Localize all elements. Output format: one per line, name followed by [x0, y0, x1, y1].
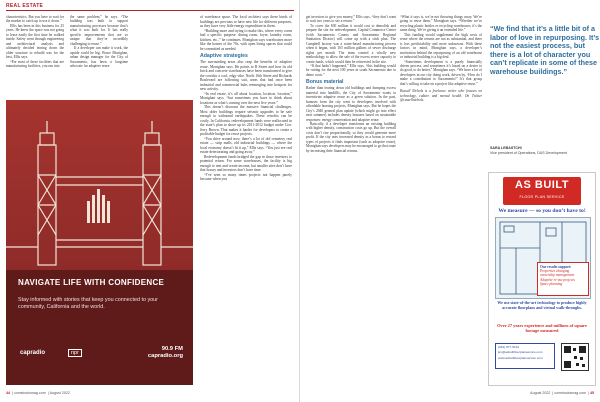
- services-heading: Our results support:: [540, 264, 572, 269]
- paragraph: Basically, if a developer transforms an existing building with higher density, construction costs go up. But the overall costs don’t rise proportionally, so they would generate more profit. If the city uses increased density as a bonus to reward types of projects it finds important (such as adaptive reuse), Monighan says developers may be encouraged to go that route by increasing their financial returns.: [306, 121, 396, 153]
- right-page: [300, 0, 600, 402]
- asbuilt-services-box: [537, 262, 589, 296]
- left-footer: 44 | comstocksmag.com | August 2022: [6, 391, 70, 395]
- asbuilt-email[interactable]: jim@asbuiltfloorplanservice.com: [498, 350, 543, 355]
- paragraph: characteristics. But you have to wait for the market to catch up to use it down.”: [6, 15, 64, 24]
- asbuilt-contact-box: [495, 343, 555, 369]
- quote-attribution-name: SARA LEBASTCHI: [490, 146, 522, 150]
- asbuilt-experience-text: Over 27 years experience and millions of square footage measured: [497, 323, 587, 334]
- asbuilt-website[interactable]: www.asbuiltfloorplanservice.com: [498, 355, 543, 360]
- paragraph: The surrounding areas also reap the benefits of adaptive reuse, Monighan says. He points to R Street and how its old brick and concrete warehouses have been transformed to give the corridor a cool, edgy vibe. North 16th Street and Richards Boulevard are following suit, areas that had once been industrial and commercial hubs reemerging into hotspots for new activity.: [200, 60, 292, 91]
- footer-site: comstocksmag.com: [554, 391, 587, 395]
- asbuilt-tagline: We measure — so you don’t have to!: [498, 208, 586, 214]
- paragraph: “What it says is, we’re not throwing things away. We’re going to reuse them,” Monighan says. “Whether we’re recycling plastic bottles or recycling warehouses, it’s the same thing. We’re giving it an extended life.”: [400, 15, 482, 33]
- footer-site: comstocksmag.com: [13, 391, 46, 395]
- service-item: Space planning: [540, 282, 563, 287]
- paragraph: This funding would supplement the high costs of reuse where the returns are not as substantial, and there is less predictability and more unknowns. With these factors in mind, Monighan says, a developer’s motivation behind the repurposing of an old warehouse or industrial building is a big deal.: [400, 32, 482, 60]
- left-column-3: [200, 15, 292, 182]
- tower-bridge-illustration: [6, 115, 193, 270]
- subheading-bonus-material: Bonus material: [306, 79, 344, 86]
- paragraph: the same problem,” he says. “The building was built to support manufacturing processes because that’s what it was built for. It has really specific improvements that are so unique that they’re incredibly challenging to reuse.”: [70, 15, 128, 46]
- author-bio: Russell Nichols is a freelance writer who focuses on technology, culture and mental health. On Twitter @russellnichols.: [400, 89, 482, 103]
- paragraph: This doesn’t discount the massive financial challenges. Most older buildings require seismic upgrades to be safe enough to withstand earthquakes. These retrofits can be costly. In California, redevelopment funds were reallocated in the state’s plan to shore up its 2011-2012 budget under Gov. Jerry Brown. That makes it harder for developers to create a profitable budget for reuse projects.: [200, 105, 292, 136]
- page-number: 44: [6, 391, 10, 395]
- left-column-2: [70, 15, 128, 68]
- paragraph: “Building more and trying to make this, where every room had a specific purpose: dining room, foyer, laundry room, kitchen, etc.,” he continues. Monighan says warehouses more like the homes of the 70s, with open living spaces that could be committed as needed.: [200, 28, 292, 51]
- service-item: ownership management: [540, 273, 575, 278]
- capradio-logo: capradio: [20, 350, 46, 356]
- paragraph: “Sometimes development is a purely financially driven process, and sometimes it’s based on a desire to do good, to do better,” Monighan says. “We have a lot of developers in our city doing work, driven by, ‘How do I make a contribution to Sacramento?’ It’s that group that’s willing to take on a project like adaptive reuse.”: [400, 59, 482, 86]
- paragraph: “You drive around now, there’s a lot of old cemetery real estate — strip malls, old industrial buildings — where the local economy doesn’t fit it up,” Ellis says. “You just see real estate deteriorating and going away.”: [200, 136, 292, 154]
- paragraph: To cover the $30 million it would cost to demolish and prepare the site for redevelopment, Capital Commerce Center (with Sacramento County and Sacramento Regional Sanitation District) will come up with a stick plan. The Campbell factory was a water-based manufacturing process when it began, with 165 million gallons of sewer discharge rights per month. The team created a wholly new methodology to allow the sale of the excess sewer capacity to create funds, which would then be reinvested in the site.: [306, 23, 396, 64]
- footer-date: August 2022: [530, 391, 551, 395]
- paragraph: get investors to give you money,” Ellis says, “they don’t want to wait two years to see a return.”: [306, 15, 396, 24]
- paragraph: Rather than tearing down old buildings and dumping excess material into landfills, the City of Sacramento wants to incentivize adaptive reuse as a green solution. In the past, bonuses from the city went to developers involved with affordable housing projects, Monighan says. But he hopes the City’s 2040 general plan update (which might go into effect next summer) includes density bonuses based on sustainable responses: energy conservation and adaptive reuse.: [306, 86, 396, 122]
- pull-quote: “We find that it’s a little bit of a labor of love in repurposing. It’s not the easiest process, but there is a lot of character you can’t replicate in some of these warehouse buildings.”: [490, 24, 600, 76]
- asbuilt-logo-text: AS BUILT: [515, 179, 569, 191]
- ad-frequency: 90.9 FM: [161, 346, 183, 352]
- section-tag: REAL ESTATE: [6, 3, 44, 9]
- asbuilt-phone[interactable]: (916) 877-5141: [498, 345, 520, 349]
- subheading-adaptive-strategies: Adaptive strategies: [200, 53, 248, 59]
- ad-text-panel: [6, 270, 193, 385]
- service-item: Adaptive re-use projects: [540, 277, 575, 282]
- left-column-1: [6, 15, 64, 68]
- capradio-advertisement[interactable]: [6, 100, 193, 385]
- paragraph: “I’ve seen so many times projects not happen purely because when you: [200, 172, 292, 181]
- service-item: Properties changing: [540, 268, 570, 273]
- page-number: 45: [590, 391, 594, 395]
- paragraph: “If that hadn’t happened,” Ellis says, “this building would be rotting for the next 100 years in south Sacramento due to demo costs.”: [306, 63, 396, 77]
- right-footer: August 2022 | comstocksmag.com | 45: [530, 391, 594, 395]
- quote-attribution-title: Vice president of Operations, D&S Development: [490, 151, 567, 155]
- paragraph: Redevelopment funds bridged the gap in those investors to potential return. For some warehouses, the facility is big enough to rent and create income, but smaller sites don’t have that luxury and investors don’t have time.: [200, 154, 292, 172]
- asbuilt-advertisement[interactable]: [488, 172, 596, 386]
- npr-logo: npr: [68, 349, 82, 357]
- ad-headline: NAVIGATE LIFE WITH CONFIDENCE: [18, 278, 165, 287]
- ad-website: capradio.org: [147, 353, 183, 359]
- paragraph: “For most of these facilities that are manufacturing facilities, you run into: [6, 59, 64, 68]
- paragraph: “In real estate, it’s all about location, location, location,” Monighan says, “but sometimes you have to think about locations as what’s coming over the next five years.”: [200, 91, 292, 105]
- footer-date: August 2022: [49, 391, 70, 395]
- right-column-2: [400, 15, 482, 103]
- paragraph: Ellis has been in this business for 25 years. He knew the space was not going to lease easily the first time he walked inside. Safety went through engineering and architectural analysis and ultimately decided tearing down the older structure to rebuild was for the best, Ellis says.: [6, 23, 64, 60]
- asbuilt-logo-subtitle: FLOOR PLAN SERVICE: [519, 195, 565, 199]
- qr-code-icon[interactable]: [561, 343, 589, 371]
- ad-body-text: Stay informed with stories that keep you connected to your community, California and the world.: [18, 297, 158, 310]
- asbuilt-logo: [503, 177, 581, 205]
- section-divider: [6, 10, 294, 11]
- right-column-1: [306, 15, 396, 153]
- asbuilt-tech-text: We use state-of-the-art technology to produce highly accurate floorplans and virtual walk-throughs.: [497, 300, 587, 310]
- ad-frequency-block: [148, 346, 183, 360]
- paragraph: of warehouse space. The local architect says these kinds of buildings are precious to have new life for different purposes, as they have very little energy expenditure in them.: [200, 15, 292, 28]
- paragraph: If a developer can make it work, the upside could be big. Bruce Monighan, urban design manager for the City of Sacramento, has been a longtime advocate for adaptive reuse: [70, 46, 128, 68]
